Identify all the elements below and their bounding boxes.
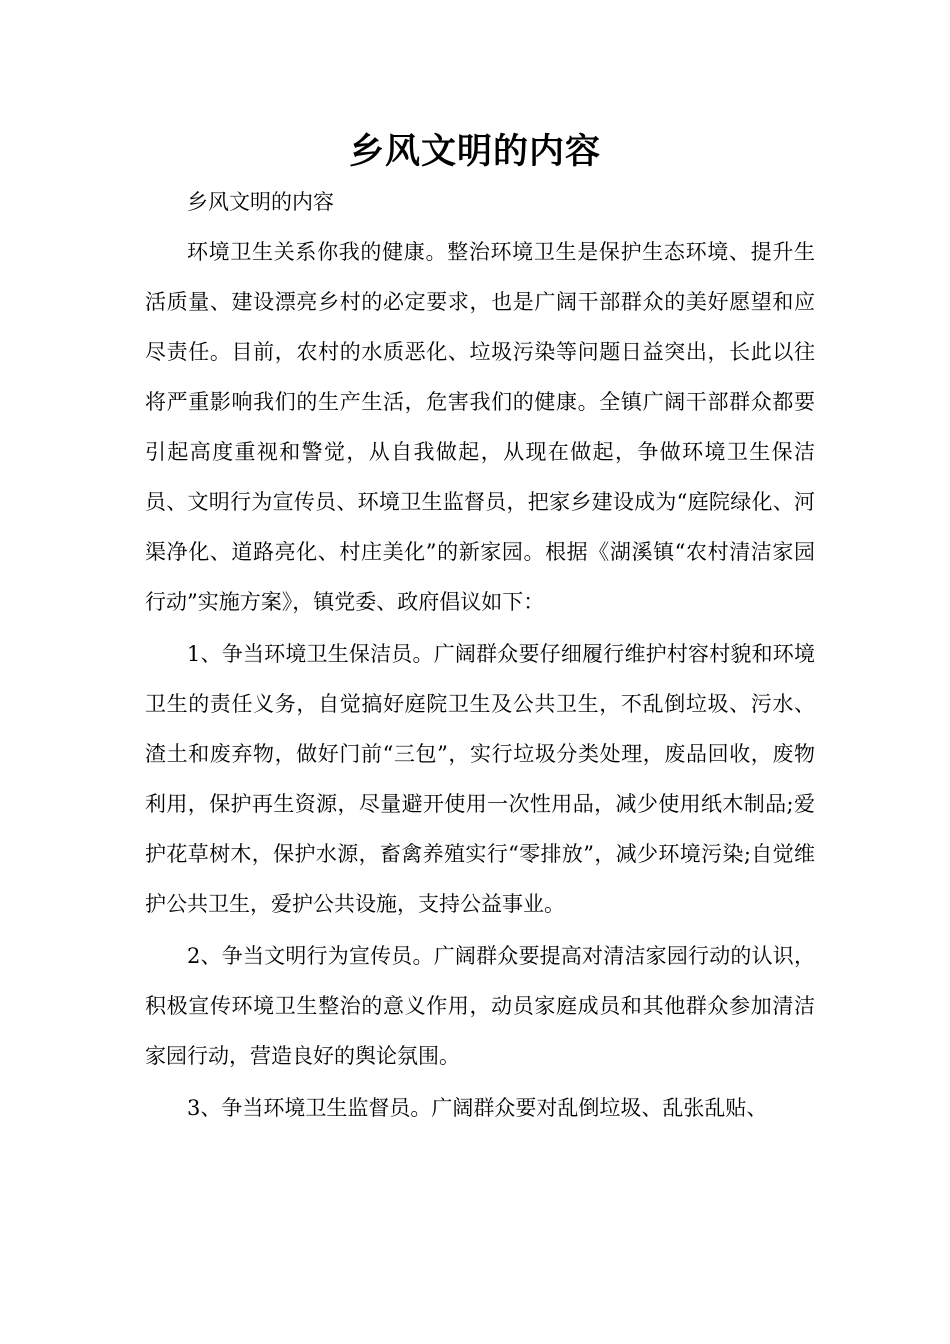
paragraph-item-2: 2、争当文明行为宣传员。广阔群众要提高对清洁家园行动的认识，积极宣传环境卫生整治的意义作用，动员家庭成员和其他群众参加清洁家园行动，营造良好的舆论氛围。 [145, 944, 815, 1068]
paragraph-item-3: 3、争当环境卫生监督员。广阔群众要对乱倒垃圾、乱张乱贴、 [187, 1096, 768, 1120]
document-subtitle: 乡风文明的内容 [187, 190, 334, 214]
paragraph-intro: 环境卫生关系你我的健康。整治环境卫生是保护生态环境、提升生活质量、建设漂亮乡村的必定要求，也是广阔干部群众的美好愿望和应尽责任。目前，农村的水质恶化、垃圾污染等问题日益突出，长此以往将严重影响我们的生产生活，危害我们的健康。全镇广阔干部群众都要引起高度重视和警觉，从自我做起，从现在做起，争做环境卫生保洁员、文明行为宣传员、环境卫生监督员，把家乡建设成为“庭院绿化、河渠净化、道路亮化、村庄美化”的新家园。根据《湖溪镇“农村清洁家园行动”实施方案》，镇党委、政府倡议如下： [145, 240, 815, 614]
document-body [145, 177, 815, 1133]
paragraph-item-1: 1、争当环境卫生保洁员。广阔群众要仔细履行维护村容村貌和环境卫生的责任义务，自觉搞好庭院卫生及公共卫生，不乱倒垃圾、污水、渣土和废弃物，做好门前“三包”，实行垃圾分类处理，废品回收，废物利用，保护再生资源，尽量避开使用一次性用品，减少使用纸木制品;爱护花草树木，保护水源，畜禽养殖实行“零排放”，减少环境污染;自觉维护公共卫生，爱护公共设施，支持公益事业。 [145, 642, 815, 916]
document-title: 乡风文明的内容 [348, 132, 601, 172]
